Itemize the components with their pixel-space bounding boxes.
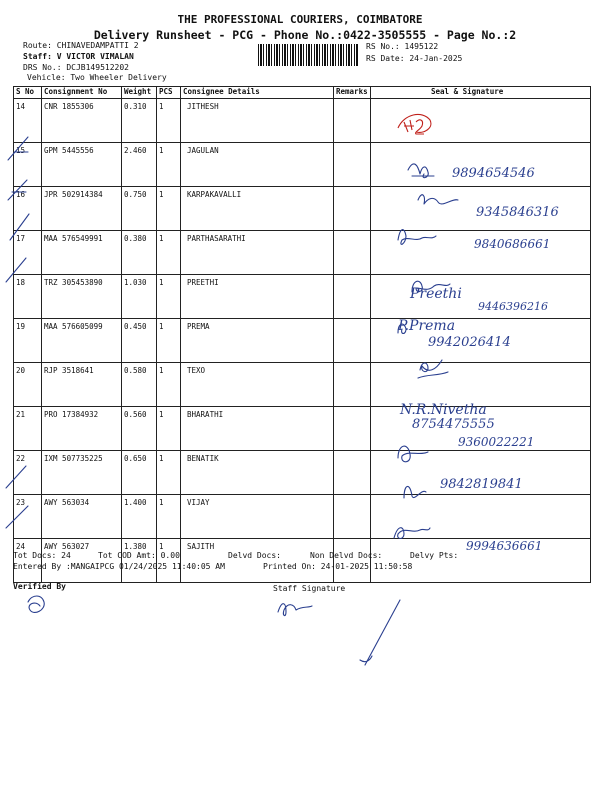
cell-consignment-no: JPR 502914384	[42, 187, 122, 231]
cell-remarks	[334, 539, 371, 583]
staff-signature-label: Staff Signature	[273, 584, 346, 593]
rs-number: RS No.: 1495122	[366, 42, 439, 51]
table-row	[14, 407, 591, 451]
cell-weight: 2.460	[122, 143, 157, 187]
cell-signature	[371, 495, 591, 539]
svg-text:9840686661: 9840686661	[474, 237, 551, 251]
cell-consignee: PREETHI	[181, 275, 334, 319]
cell-sno: 18	[14, 275, 42, 319]
cell-pcs: 1	[157, 451, 181, 495]
cell-weight: 0.560	[122, 407, 157, 451]
svg-text:P.Prema: P.Prema	[398, 318, 456, 334]
cell-weight: 1.030	[122, 275, 157, 319]
cell-remarks	[334, 363, 371, 407]
table-row	[14, 319, 591, 363]
cell-signature	[371, 539, 591, 583]
cell-consignment-no: MAA 576605099	[42, 319, 122, 363]
cell-consignment-no: CNR 1855306	[42, 99, 122, 143]
cell-pcs: 1	[157, 275, 181, 319]
cell-consignment-no: RJP 3518641	[42, 363, 122, 407]
svg-text:N.R.Nivetha: N.R.Nivetha	[400, 402, 487, 418]
cell-sno: 17	[14, 231, 42, 275]
table-row	[14, 99, 591, 143]
cell-sno: 23	[14, 495, 42, 539]
table-row	[14, 187, 591, 231]
cell-sno: 19	[14, 319, 42, 363]
barcode	[258, 44, 358, 66]
header-remarks: Remarks	[334, 87, 371, 99]
header-weight: Weight	[122, 87, 157, 99]
company-title: THE PROFESSIONAL COURIERS, COIMBATORE	[177, 13, 423, 26]
cell-signature	[371, 451, 591, 495]
cell-consignee: KARPAKAVALLI	[181, 187, 334, 231]
total-cod: Tot COD Amt: 0.00	[98, 551, 180, 560]
cell-sno: 15	[14, 143, 42, 187]
cell-consignment-no: GPM 5445556	[42, 143, 122, 187]
cell-pcs: 1	[157, 495, 181, 539]
table-header-row	[14, 87, 591, 99]
delivery-points: Delvy Pts:	[410, 551, 459, 560]
cell-consignee: TEXO	[181, 363, 334, 407]
cell-consignment-no: MAA 576549991	[42, 231, 122, 275]
cell-sno: 22	[14, 451, 42, 495]
cell-pcs: 1	[157, 539, 181, 583]
table-row	[14, 363, 591, 407]
cell-weight: 0.380	[122, 231, 157, 275]
cell-weight: 0.650	[122, 451, 157, 495]
svg-text:8754475555: 8754475555	[412, 417, 495, 432]
header-consignee: Consignee Details	[181, 87, 334, 99]
table-row	[14, 143, 591, 187]
cell-pcs: 1	[157, 143, 181, 187]
svg-text:Preethi: Preethi	[410, 286, 462, 302]
cell-consignee: SAJITH	[181, 539, 334, 583]
entered-by: Entered By :MANGAIPCG 01/24/2025 11:40:05 AM	[13, 562, 225, 571]
cell-sno: 14	[14, 99, 42, 143]
route-label: Route: CHINAVEDAMPATTI 2	[23, 41, 139, 50]
header-sno: S No	[14, 87, 42, 99]
cell-signature	[371, 143, 591, 187]
runsheet-table	[13, 86, 591, 583]
header-consignment: Consignment No	[42, 87, 122, 99]
cell-weight: 0.750	[122, 187, 157, 231]
cell-remarks	[334, 187, 371, 231]
cell-weight: 1.380	[122, 539, 157, 583]
cell-consignee: PREMA	[181, 319, 334, 363]
vehicle-label: Vehicle: Two Wheeler Delivery	[27, 73, 167, 82]
header-pcs: PCS	[157, 87, 181, 99]
non-delivered-docs: Non Delvd Docs:	[310, 551, 383, 560]
cell-signature	[371, 231, 591, 275]
table-row	[14, 451, 591, 495]
cell-remarks	[334, 407, 371, 451]
staff-label: Staff: V VICTOR VIMALAN	[23, 52, 134, 61]
cell-consignee: BHARATHI	[181, 407, 334, 451]
table-row	[14, 275, 591, 319]
cell-consignee: JITHESH	[181, 99, 334, 143]
cell-remarks	[334, 319, 371, 363]
svg-text:9842819841: 9842819841	[440, 477, 523, 492]
printed-on: Printed On: 24-01-2025 11:50:58	[263, 562, 413, 571]
svg-text:9942026414: 9942026414	[428, 335, 511, 350]
cell-consignment-no: IXM 507735225	[42, 451, 122, 495]
cell-remarks	[334, 143, 371, 187]
cell-signature	[371, 275, 591, 319]
cell-remarks	[334, 275, 371, 319]
cell-remarks	[334, 99, 371, 143]
cell-sno: 20	[14, 363, 42, 407]
cell-pcs: 1	[157, 363, 181, 407]
cell-sno: 24	[14, 539, 42, 583]
cell-remarks	[334, 231, 371, 275]
drs-label: DRS No.: DCJB149512202	[23, 63, 129, 72]
cell-consignee: JAGULAN	[181, 143, 334, 187]
runsheet-subtitle: Delivery Runsheet - PCG - Phone No.:0422-3505555 - Page No.:2	[93, 28, 517, 42]
cell-consignment-no: PRO 17384932	[42, 407, 122, 451]
header-signature: Seal & Signature	[371, 87, 591, 99]
cell-weight: 0.310	[122, 99, 157, 143]
cell-sno: 21	[14, 407, 42, 451]
cell-pcs: 1	[157, 319, 181, 363]
svg-text:9446396216: 9446396216	[478, 300, 548, 313]
cell-weight: 0.450	[122, 319, 157, 363]
cell-consignment-no: TRZ 305453890	[42, 275, 122, 319]
cell-signature	[371, 319, 591, 363]
cell-consignee: BENATIK	[181, 451, 334, 495]
cell-signature	[371, 187, 591, 231]
cell-consignee: PARTHASARATHI	[181, 231, 334, 275]
svg-text:9345846316: 9345846316	[476, 205, 559, 220]
cell-remarks	[334, 451, 371, 495]
cell-signature	[371, 407, 591, 451]
svg-text:9360022221: 9360022221	[458, 435, 535, 449]
rs-date: RS Date: 24-Jan-2025	[366, 54, 463, 63]
cell-pcs: 1	[157, 231, 181, 275]
delivered-docs: Delvd Docs:	[228, 551, 281, 560]
cell-pcs: 1	[157, 187, 181, 231]
svg-text:9994636661: 9994636661	[466, 539, 543, 553]
cell-signature	[371, 363, 591, 407]
table-row	[14, 231, 591, 275]
cell-consignment-no: AWY 563034	[42, 495, 122, 539]
cell-weight: 1.400	[122, 495, 157, 539]
cell-weight: 0.580	[122, 363, 157, 407]
cell-sno: 16	[14, 187, 42, 231]
table-row	[14, 495, 591, 539]
verified-by-label: Verified By	[13, 582, 66, 591]
cell-pcs: 1	[157, 99, 181, 143]
cell-pcs: 1	[157, 407, 181, 451]
cell-remarks	[334, 495, 371, 539]
cell-consignment-no: AWY 563027	[42, 539, 122, 583]
total-docs: Tot Docs: 24	[13, 551, 71, 560]
svg-text:9894654546: 9894654546	[452, 166, 535, 181]
cell-signature	[371, 99, 591, 143]
cell-consignee: VIJAY	[181, 495, 334, 539]
table-row	[14, 539, 591, 583]
